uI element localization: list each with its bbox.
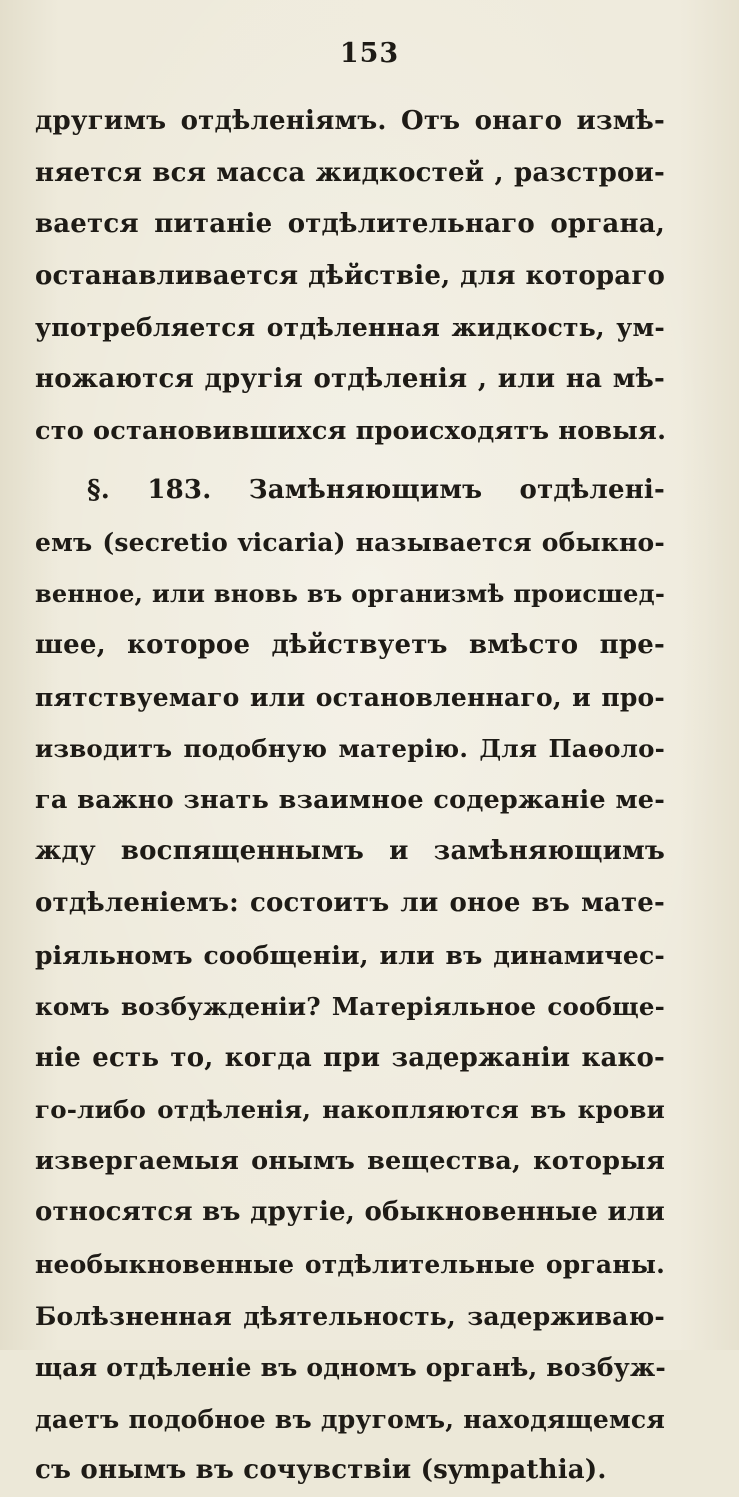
- text-line: отдѣленiемъ: состоитъ ли оное въ мате-: [35, 887, 665, 918]
- text-line: останавливается дѣйствiе, для котораго: [35, 260, 665, 291]
- text-line: рiяльномъ сообщенiи, или въ динамичес-: [35, 940, 665, 970]
- text-line: нiе есть то, когда при задержанiи како-: [35, 1042, 665, 1073]
- text-line: комъ возбужденiи? Матерiяльное сообще-: [35, 992, 665, 1022]
- text-line: изводитъ подобную матерiю. Для Паѳоло-: [35, 734, 665, 764]
- text-line: употребляется отдѣленная жидкость, ум-: [35, 313, 665, 343]
- page-number: 153: [339, 38, 400, 69]
- text-line: няется вся масса жидкостей , разстрои-: [35, 157, 665, 188]
- text-line: шее, которое дѣйствуетъ вмѣсто пре-: [35, 629, 665, 660]
- text-line: га важно знать взаимное содержанiе ме-: [35, 784, 665, 815]
- text-line: щая отдѣленiе въ одномъ органѣ, возбуж-: [35, 1353, 666, 1383]
- text-line: даетъ подобное въ другомъ, находящемся: [35, 1404, 665, 1434]
- body-text: [35, 96, 665, 1497]
- text-line: съ онымъ въ сочувствiи (sympathia).: [35, 1455, 607, 1486]
- text-line: венное, или вновь въ организмѣ происшед-: [35, 579, 665, 609]
- text-line: относятся въ другiе, обыкновенные или: [35, 1197, 665, 1228]
- text-line: вается питанiе отдѣлительнаго органа,: [35, 209, 665, 240]
- text-line: го-либо отдѣленiя, накопляются въ крови: [35, 1095, 665, 1125]
- text-line: необыкновенные отдѣлительные органы.: [35, 1250, 665, 1280]
- text-line: жду воспященнымъ и замѣняющимъ: [35, 836, 665, 867]
- text-line: другимъ отдѣленiямъ. Отъ онаго измѣ-: [35, 106, 665, 136]
- text-line: извергаемыя онымъ вещества, которыя: [35, 1145, 665, 1176]
- text-line: сто остановившихся происходятъ новыя.: [35, 415, 667, 446]
- text-line: ножаются другiя отдѣленiя , или на мѣ-: [35, 363, 665, 394]
- text-line: пятствуемаго или остановленнаго, и про-: [35, 682, 665, 712]
- text-line: Болѣзненная дѣятельность, задерживаю-: [35, 1301, 665, 1331]
- section-heading-line: §. 183. Замѣняющимъ отдѣленi-: [87, 475, 665, 506]
- text-line: емъ (secretio vicaria) называется обыкно-: [35, 527, 665, 557]
